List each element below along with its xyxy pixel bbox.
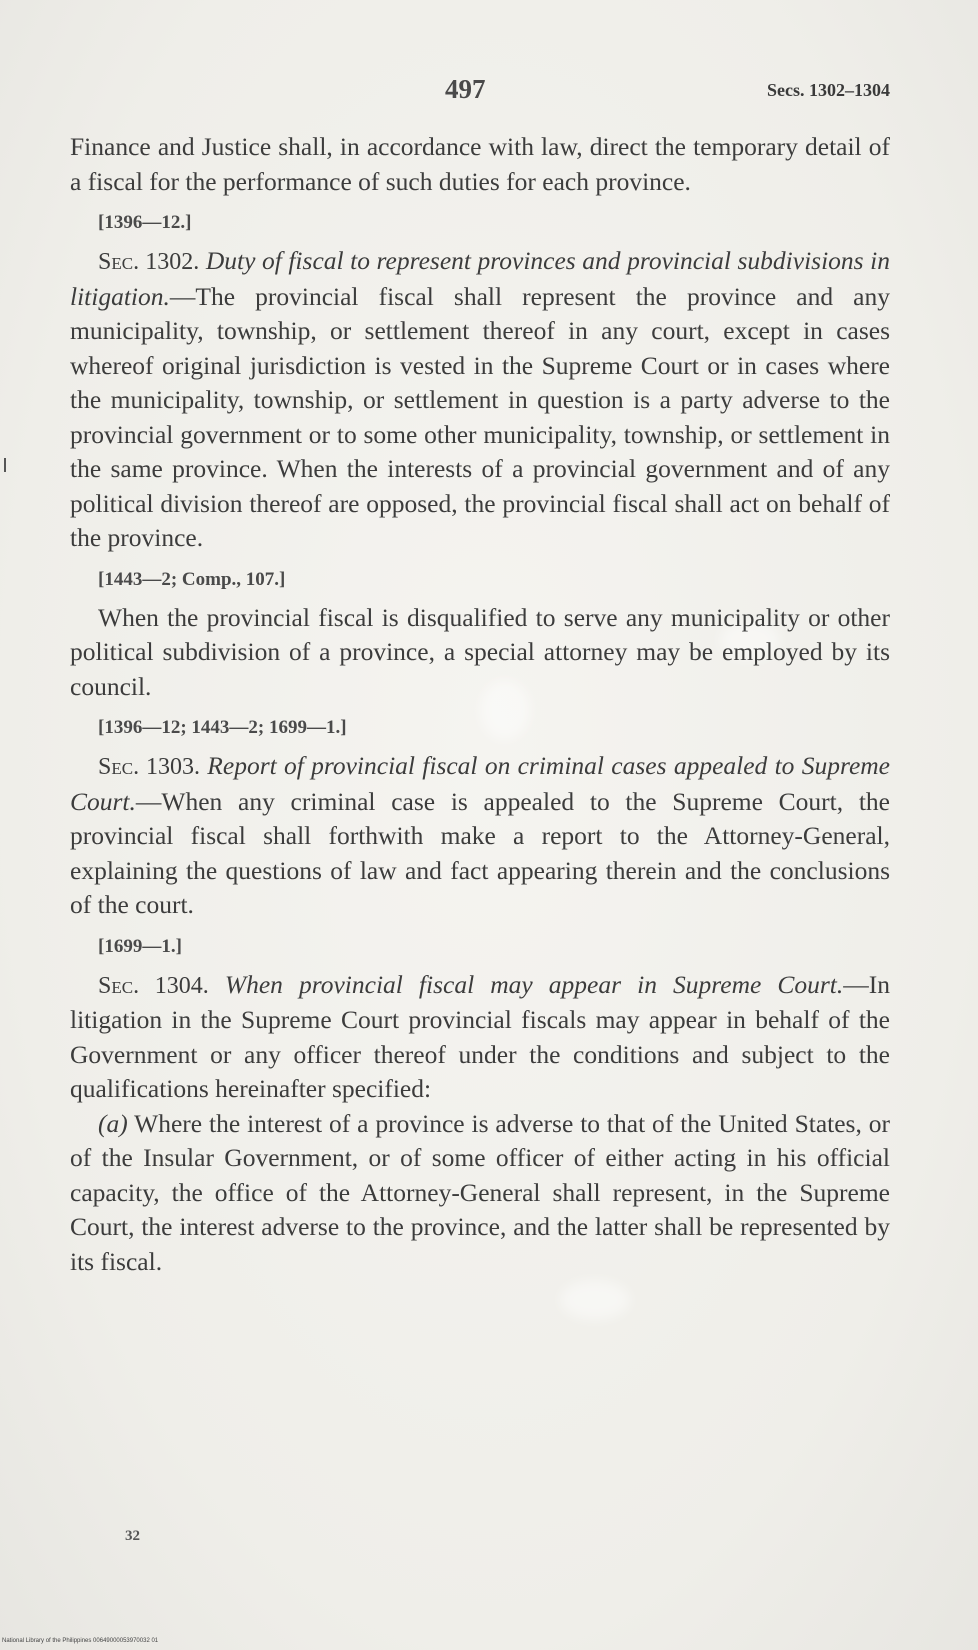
section-title: When provincial fiscal may appear in Supreme Court.	[224, 969, 844, 999]
page-header	[70, 70, 890, 110]
section-1304	[70, 968, 890, 1107]
page-number: 497	[445, 74, 486, 104]
citation: [1396—12.]	[98, 212, 192, 233]
citation: [1443—2; Comp., 107.]	[98, 568, 286, 590]
clause-text: Where the interest of a province is adverse to that of the United States, or of the Insular Government, or of some officer of either acting in his official capacity, the office of the Attorney-General shall represent, in the Supreme Court, the interest adverse to the province, and the latter shall be represented by its fiscal.	[70, 1108, 890, 1276]
running-head: Secs. 1302–1304	[767, 80, 890, 100]
section-1302	[70, 244, 890, 556]
section-text: —The provincial fiscal shall represent the province and any municipality, township, or settlement thereof in any court, except in cases whereof original jurisdiction is vested in the Supreme Court or in cases where the municipality, township, or settlement in question is a party adverse to the provincial government or to some other municipality, township, or settlement in the same province. When the interests of a provincial government and of any political division thereof are opposed, the provincial fiscal shall act on behalf of the province.	[70, 281, 890, 552]
section-1303	[70, 749, 890, 923]
section-label: Sec. 1303.	[98, 754, 200, 780]
section-title: Report of provincial fiscal on criminal cases appealed to Supreme Court.	[70, 751, 890, 816]
citation: [1699—1.]	[98, 935, 182, 957]
paragraph: Finance and Justice shall, in accordance with law, direct the temporary detail of a fiscal for the performance of such duties for each province.	[70, 132, 890, 196]
scan-imprint: National Library of the Philippines 00649000053970032 01	[2, 1638, 159, 1644]
section-label: Sec. 1304.	[98, 972, 209, 999]
section-title: Duty of fiscal to represent provinces and provincial subdivisions in litigation.	[70, 246, 891, 311]
section-text: —When any criminal case is appealed to the Supreme Court, the provincial fiscal shall forthwith make a report to the Attorney-General, explaining the questions of law and fact appearing therein and the conclusions of the court.	[70, 786, 890, 919]
paragraph-a	[70, 1107, 890, 1280]
citation: [1396—12; 1443—2; 1699—1.]	[98, 717, 347, 738]
section-label: Sec. 1302.	[98, 249, 200, 275]
signature-mark: 32	[125, 1528, 140, 1544]
scan-smudge	[560, 1280, 630, 1320]
section-text: —In litigation in the Supreme Court provincial fiscals may appear in behalf of the Government or any officer thereof under the conditions and subject to the qualifications hereinafter specified:	[70, 969, 891, 1103]
paragraph: When the provincial fiscal is disqualified to serve any municipality or other political subdivision of a province, a special attorney may be employed by its council.	[70, 602, 890, 701]
clause-label: (a)	[98, 1108, 128, 1138]
body-text	[70, 130, 890, 1279]
margin-mark	[4, 458, 6, 472]
